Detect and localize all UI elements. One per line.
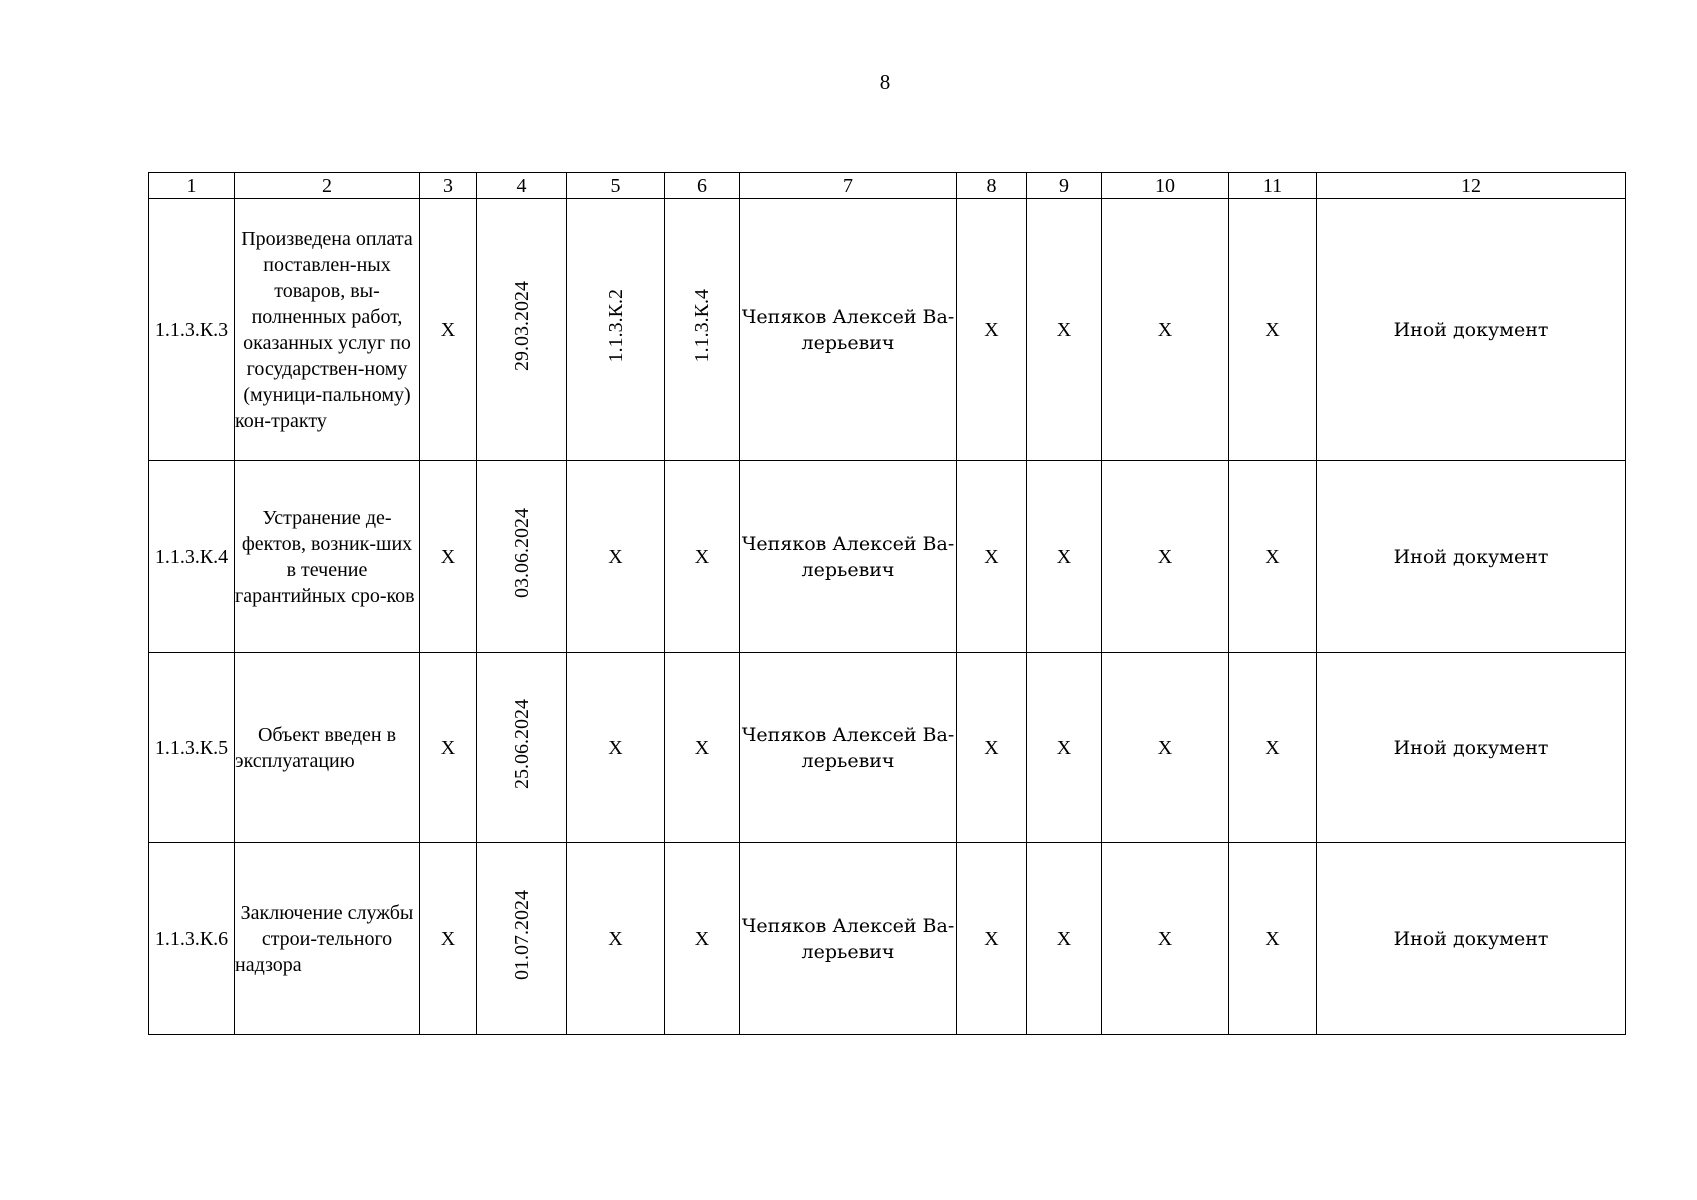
cell-x: X [1229,461,1317,653]
column-header: 10 [1102,173,1229,199]
document-type: Иной документ [1317,199,1626,461]
column-header: 8 [957,173,1027,199]
cell-x: X [1027,199,1102,461]
predecessor-text: 1.1.3.К.2 [604,289,627,363]
document-type: Иной документ [1317,461,1626,653]
cell-x: X [420,843,477,1035]
cell-x: X [420,653,477,843]
column-header: 12 [1317,173,1626,199]
page-number: 8 [879,70,891,94]
cell-x: X [567,843,665,1035]
document-type: Иной документ [1317,843,1626,1035]
control-point-code: 1.1.3.К.6 [149,843,235,1035]
date-text: 25.06.2024 [510,699,533,789]
table-row [149,653,1626,843]
successor-cell [665,199,740,461]
cell-x: X [1229,199,1317,461]
cell-x: X [567,653,665,843]
cell-x: X [957,199,1027,461]
table-row [149,843,1626,1035]
column-header: 9 [1027,173,1102,199]
predecessor-cell [567,199,665,461]
control-point-description: Произведена оплата поставлен-ных товаров, вы-полненных работ, оказанных услуг по государствен-ному (муници-пальному) кон-тракту [235,199,420,461]
column-header: 5 [567,173,665,199]
cell-x: X [957,461,1027,653]
control-point-description: Заключение службы строи-тельного надзора [235,843,420,1035]
control-points-table [148,172,1626,1035]
date-cell [477,843,567,1035]
cell-x: X [665,843,740,1035]
cell-x: X [1102,461,1229,653]
cell-x: X [420,461,477,653]
column-header: 11 [1229,173,1317,199]
cell-x: X [665,653,740,843]
date-text: 29.03.2024 [510,281,533,371]
responsible-person: Чепяков Алексей Ва-лерьевич [740,199,957,461]
responsible-person: Чепяков Алексей Ва-лерьевич [740,843,957,1035]
cell-x: X [1027,461,1102,653]
successor-text: 1.1.3.К.4 [691,289,713,363]
date-cell [477,199,567,461]
table-row [149,199,1626,461]
cell-x: X [1229,653,1317,843]
document-type: Иной документ [1317,653,1626,843]
responsible-person: Чепяков Алексей Ва-лерьевич [740,653,957,843]
column-header: 7 [740,173,957,199]
cell-x: X [1102,199,1229,461]
cell-x: X [1027,653,1102,843]
cell-x: X [665,461,740,653]
date-cell [477,653,567,843]
cell-x: X [1027,843,1102,1035]
cell-x: X [420,199,477,461]
cell-x: X [1229,843,1317,1035]
table-header-row [149,173,1626,199]
column-header: 4 [477,173,567,199]
column-header: 6 [665,173,740,199]
table-row [149,461,1626,653]
control-point-description: Объект введен в эксплуатацию [235,653,420,843]
control-point-code: 1.1.3.К.3 [149,199,235,461]
control-point-code: 1.1.3.К.4 [149,461,235,653]
column-header: 1 [149,173,235,199]
date-text: 01.07.2024 [510,890,533,980]
cell-x: X [957,653,1027,843]
cell-x: X [1102,843,1229,1035]
control-point-description: Устранение де-фектов, возник-ших в течение гарантийных сро-ков [235,461,420,653]
date-text: 03.06.2024 [510,508,533,598]
control-point-code: 1.1.3.К.5 [149,653,235,843]
date-cell [477,461,567,653]
column-header: 3 [420,173,477,199]
responsible-person: Чепяков Алексей Ва-лерьевич [740,461,957,653]
cell-x: X [567,461,665,653]
cell-x: X [957,843,1027,1035]
cell-x: X [1102,653,1229,843]
column-header: 2 [235,173,420,199]
